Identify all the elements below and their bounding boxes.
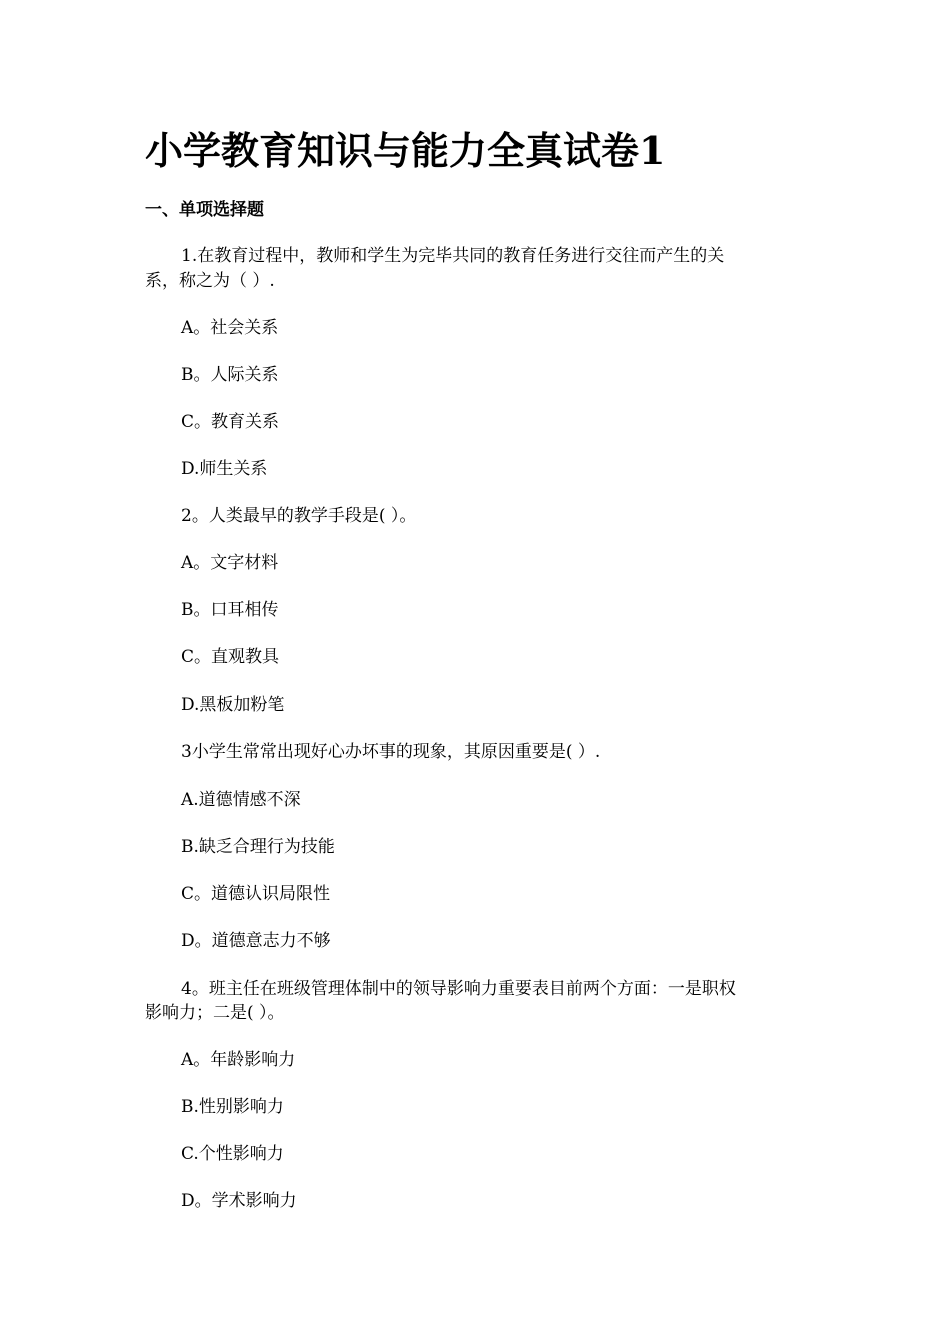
question-stem-continued: 系，称之为（ ）. (145, 271, 275, 291)
answer-option: A。文字材料 (181, 553, 279, 573)
answer-option: B.性别影响力 (181, 1097, 284, 1117)
answer-option: C.个性影响力 (181, 1144, 284, 1164)
answer-option: B.缺乏合理行为技能 (181, 837, 335, 857)
answer-option: A。年龄影响力 (181, 1050, 296, 1070)
question-stem: 2。人类最早的教学手段是( ）。 (181, 506, 417, 526)
answer-option: A。社会关系 (181, 318, 279, 338)
answer-option: D。学术影响力 (181, 1191, 297, 1211)
question-stem: 4。班主任在班级管理体制中的领导影响力重要表目前两个方面：一是职权 (181, 979, 736, 999)
page-title: 小学教育知识与能力全真试卷1 (145, 128, 666, 173)
answer-option: B。人际关系 (181, 365, 279, 385)
answer-option: C。直观教具 (181, 647, 280, 667)
answer-option: D.师生关系 (181, 459, 268, 479)
answer-option: C。教育关系 (181, 412, 280, 432)
section-heading: 一、单项选择题 (145, 200, 264, 220)
question-stem: 3小学生常常出现好心办坏事的现象，其原因重要是( ）. (181, 742, 601, 762)
answer-option: D.黑板加粉笔 (181, 695, 285, 715)
answer-option: B。口耳相传 (181, 600, 279, 620)
question-stem: 1.在教育过程中，教师和学生为完毕共同的教育任务进行交往而产生的关 (181, 246, 725, 266)
answer-option: A.道德情感不深 (181, 790, 301, 810)
answer-option: C。道德认识局限性 (181, 884, 331, 904)
question-stem-continued: 影响力；二是( ）。 (145, 1003, 285, 1023)
answer-option: D。道德意志力不够 (181, 931, 331, 951)
